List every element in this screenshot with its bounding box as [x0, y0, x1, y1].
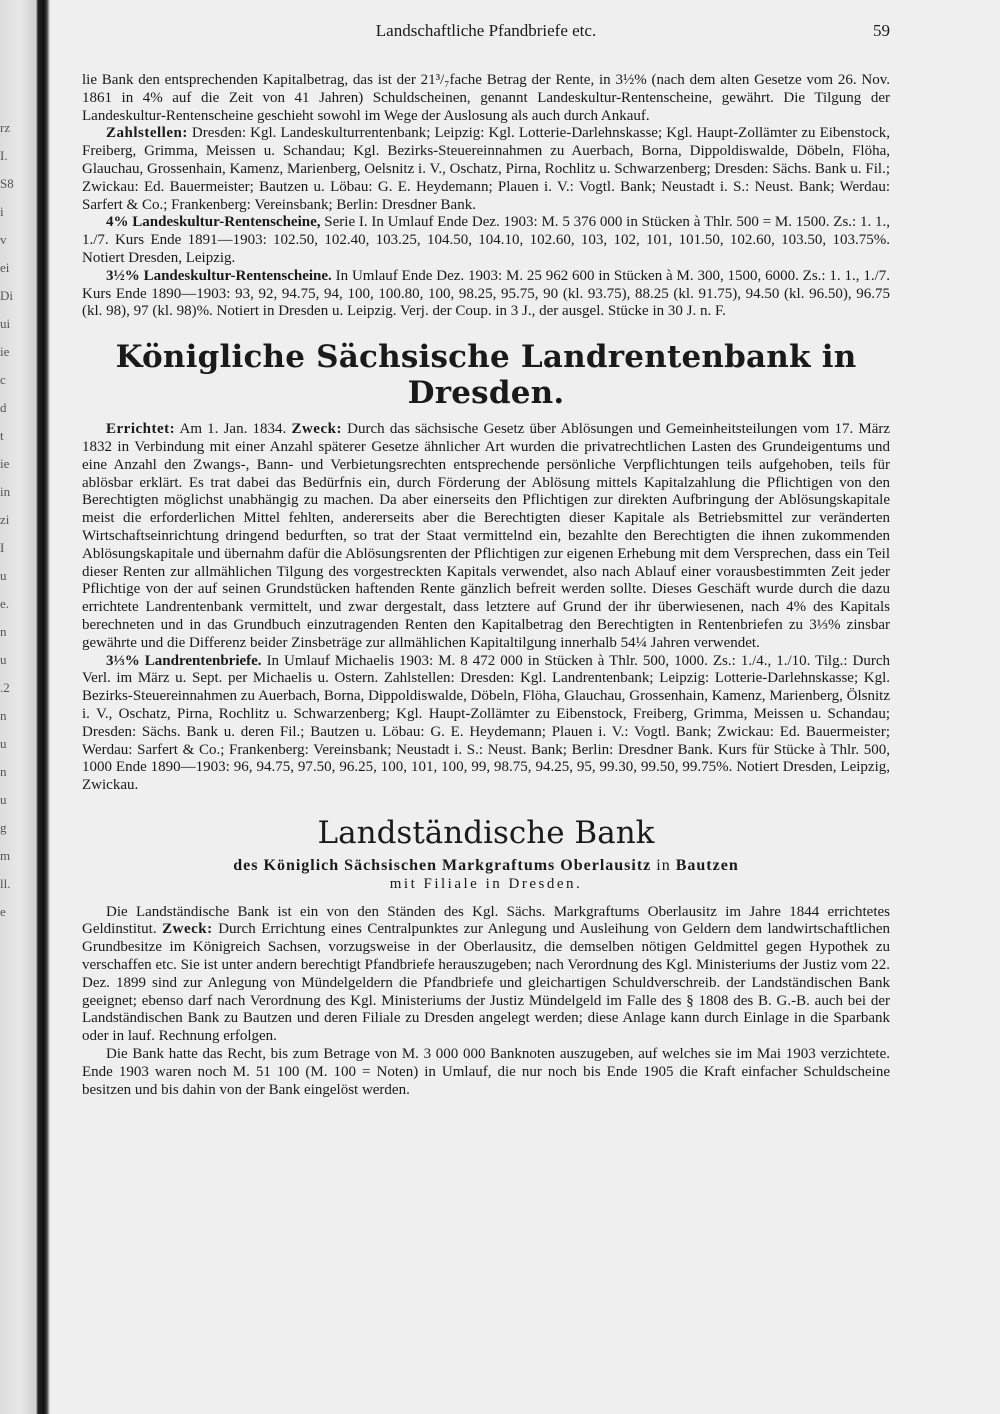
text-landstaendische-intro: Die Landständische Bank ist ein von den Ständen des Kgl. Sächs. Markgraftums Oberlausitz im Jahre 1844 errichtetes Geldinstitut. — [82, 903, 890, 938]
spine-fragment: t — [0, 428, 4, 443]
spine-fragment: v — [0, 232, 7, 247]
spine-fragment: d — [0, 400, 7, 415]
label-landstaendische-zweck: Zweck: — [162, 921, 213, 938]
spine-fragment: g — [0, 820, 7, 835]
header-title: Landschaftliche Pfandbriefe etc. — [375, 21, 597, 40]
heading-landrentenbank: Königliche Sächsische Landrentenbank in Dresden. — [115, 339, 857, 412]
subheading-pre: des Königlich Sächsischen Markgraftums Oberlausitz — [233, 856, 652, 874]
label-errichtet: Errichtet: — [106, 421, 176, 438]
paragraph-banknoten: Die Bank hatte das Recht, bis zum Betrage von M. 3 000 000 Banknoten auszugeben, auf welches sie im Mai 1903 verzichtete. Ende 1903 waren noch M. 51 100 (M. 100 = Noten) in Umlauf, die nur noch bis Ende 1905 die Kraft einfacher Schuldscheine besitzen und bis dahin von der Bank eingelöst werden. — [82, 1046, 890, 1098]
spine-fragment: ei — [0, 260, 10, 275]
paragraph-zahlstellen — [82, 125, 890, 214]
spine-fragment: Di — [0, 288, 13, 303]
paragraph-landrentenbriefe — [82, 653, 890, 795]
text-errichtet: Am 1. Jan. 1834. — [179, 421, 287, 438]
spine-fragment: I — [0, 540, 5, 555]
label-4pct-rentenscheine: 4% Landeskultur-Rentenscheine, — [106, 214, 321, 231]
spine-fragment: e. — [0, 596, 10, 611]
paragraph-4pct-rentenscheine — [82, 214, 890, 267]
spine-fragment: u — [0, 568, 7, 583]
paragraph-landstaendische-zweck — [82, 904, 890, 1046]
spine-fragment: n — [0, 708, 7, 723]
heading-landstaendische-bank: Landständische Bank — [317, 814, 655, 851]
spine-fragment: u — [0, 792, 7, 807]
text-35pct-rentenscheine: In Umlauf Ende Dez. 1903: M. 25 962 600 in Stücken à M. 300, 1500, 6000. Zs.: 1. 1., 1./7. Kurs Ende 1890—1903: 93, 92, 94.75, 94, 100, 100.80, 100, 98.25, 95.75, 90 (kl. 93.75), 88.25 (kl. 91.75), 94.50 (kl. 96.50), 96.75 (kl. 98), 97 (kl. 98)%. Notiert in Dresden u. Leipzig. Verj. der Coup. in 3 J., der ausgel. Stücke in 30 J. n. F. — [82, 267, 891, 320]
spine-fragment: rz — [0, 120, 11, 135]
label-zahlstellen: Zahlstellen: — [106, 125, 188, 142]
spine-fragment: n — [0, 624, 7, 639]
paragraph-landrentenbank-zweck — [82, 421, 890, 652]
spine-fragment: n — [0, 764, 7, 779]
subheading-bautzen: Bautzen — [675, 856, 739, 874]
spine-fragment: .2 — [0, 680, 10, 695]
label-landrentenbriefe: 3⅓% Landrentenbriefe. — [106, 652, 262, 669]
spine-fragment: ll. — [0, 876, 11, 891]
spine-fragment: i — [0, 204, 4, 219]
label-zweck: Zweck: — [291, 421, 342, 438]
text-landrentenbriefe: In Umlauf Michaelis 1903: M. 8 472 000 in Stücken à Thlr. 500, 1000. Zs.: 1./4., 1./10. Tilg.: Durch Verl. im März u. Sept. per Michaelis u. Ostern. Zahlstellen: Dresden: Kgl. Landrentenbank; Leipzig: Lotterie-Darlehnskasse; Kgl. Bezirks-Steuereinnahmen zu Auerbach, Borna, Dippoldiswalde, Döbeln, Flöha, Glauchau, Grossenhain, Kamenz, Marienberg, Ölsnitz i. V., Oschatz, Pirna, Rochlitz u. Schwarzenberg; Kgl. Haupt-Zollämter zu Eibenstock, Freiberg, Grimma, Meissen u. Schandau; Dresden: Sächs. Bank u. deren Fil.; Bautzen u. Löbau: G. E. Heydemann; Plauen i. V.: Vogtl. Bank; Zwickau: Ed. Bauermeister; Werdau: Sarfert & Co.; Frankenberg: Vereinsbank; Neustadt i. S.: Neust. Bank; Berlin: Dresdner Bank. Kurs für Stücke à Thlr. 500, 1000 Ende 1890—1903: 96, 94.75, 97.50, 96.25, 100, 101, 100, 99, 98.75, 94.25, 95, 99.30, 99.50, 99.75%. Notiert Dresden, Leipzig, Zwickau. — [82, 652, 891, 794]
subheading-in: in — [656, 856, 671, 874]
text-landstaendische-zweck: Durch Errichtung eines Centralpunktes zur Anlegung und Ausleihung von Geldern dem landwirtschaftlichen Grundbesitze im Königreich Sachsen, vorzugsweise in der Oberlausitz, die demselben nötigen Geldmittel gegen Hypothek zu verschaffen etc. Sie ist unter andern berechtigt Pfandbriefe herauszugeben; nach Verordnung des Kgl. Ministeriums der Justiz vom 22. Dez. 1899 sind zur Anlegung von Mündelgeldern die Pfandbriefe und gleichartigen Schuldverschreib. der Landständischen Bank geeignet; ebenso darf nach Verordnung des Kgl. Ministeriums der Justiz Mündelgeld im Falle des § 1808 des B. G.-B. auch bei der Landständischen Bank zu Bautzen und deren Filiale zu Dresden angelegt werden; diese Anlage kann durch Einlage in die Sparbank oder in lauf. Rechnung erfolgen. — [82, 921, 891, 1045]
spine-fragment: ui — [0, 316, 11, 331]
text-zweck: Durch das sächsische Gesetz über Ablösungen und Gemeinheitsteilungen vom 17. März 1832 in Verbindung mit einer Anzahl späterer Gesetze ähnlicher Art wurden die privatrechtlichen Lasten des Grundeigentums und eine Anzahl den Zwangs-, Bann- und Verbietungsrechten entsprechende persönliche Verpflichtungen teils aufgehoben, teils für ablösbar erklärt. Es trat dabei das Bedürfnis ein, durch Förderung der Ablösung mittels Kapitalzahlung die Pflichtigen von den Berechtigten möglichst unabhängig zu machen. Da aber einerseits den Pflichtigen zur direkten Aufbringung der Ablösungskapitale meist die erforderlichen Mittel fehlten, andererseits aber die Berechtigten dieser Kapitale als Betriebsmittel zur veränderten Wirtschaftseinrichtung dringend bedurften, so trat der Staat vermittelnd ein, bezahlte den Berechtigten die ihnen zukommenden Ablösungskapitale und übernahm dafür die Ablösungsrenten der Pflichtigen zur eigenen Erhebung mit dem Versprechen, dass ein Teil dieser Renten zur allmählichen Tilgung des vorgestreckten Kapitals verwendet, also nach Ablauf einer vorausbestimmten Zeit jeder Pflichtige von der auf seinen Grundstücken haftenden Rente gänzlich befreit werden sollte. Dieses Geschäft wurde durch die dazu errichtete Landrentenbank vermittelt, und zwar dergestalt, dass letztere auf Grund der ihr überwiesenen, nach 4% des Kapitals berechneten und in das Grundbuch einzutragenden Renten den Kapitalbetrag den Berechtigten in Rentenbriefen zu 3⅓% zinsbar gewährte und die Differenz beider Zinsbeträge zur allmählichen Kapitaltilgung innerhalb 54¼ Jahren verwendet. — [82, 421, 891, 651]
subheading-filiale: mit Filiale in Dresden. — [389, 875, 583, 892]
paragraph-35pct-rentenscheine — [82, 268, 890, 321]
text-4pct-rentenscheine: Serie I. In Umlauf Ende Dez. 1903: M. 5 376 000 in Stücken à Thlr. 500 = M. 1500. Zs.: 1. 1., 1./7. Kurs Ende 1891—1903: 102.50, 102.40, 103.25, 104.50, 104.10, 102.60, 103, 102, 101, 101.50, 102.60, 103.50, 103.75%. Notiert Dresden, Leipzig. — [82, 214, 891, 266]
document-page — [82, 22, 890, 1099]
spine-fragment: ie — [0, 456, 10, 471]
paragraph-rentenscheine-intro: lie Bank den entsprechenden Kapitalbetrag, das ist der 21³/₇fache Betrag der Rente, in 3½% (nach dem alten Gesetze vom 26. Nov. 1861 in 4% auf die Zeit von 41 Jahren) Schuldscheinen, genannt Landeskultur-Rentenscheine, gewährt. Die Tilgung der Landeskultur-Rentenscheine geschieht sowohl im Wege der Auslosung als auch durch Ankauf. — [82, 72, 890, 124]
page-number: 59 — [873, 21, 890, 40]
subheading-markgraftum — [82, 855, 890, 876]
spine-fragment: u — [0, 736, 7, 751]
label-35pct-rentenscheine: 3½% Landeskultur-Rentenscheine. — [106, 267, 332, 284]
spine-fragment: e — [0, 904, 6, 919]
spine-fragment: u — [0, 652, 7, 667]
running-header — [82, 22, 890, 46]
spine-fragment: c — [0, 372, 6, 387]
text-zahlstellen: Dresden: Kgl. Landeskulturrentenbank; Leipzig: Kgl. Lotterie-Darlehnskasse; Kgl. Haupt-Zollämter zu Eibenstock, Freiberg, Grimma, Meissen u. Schandau; Kgl. Bezirks-Steuereinnahmen zu Auerbach, Borna, Dippoldiswalde, Döbeln, Flöha, Glauchau, Grossenhain, Kamenz, Marienberg, Oelsnitz i. V., Oschatz, Pirna, Rochlitz u. Schwarzenberg; Dresden: Sächs. Bank u. Fil.; Zwickau: Ed. Bauermeister; Bautzen u. Löbau: G. E. Heydemann; Plauen i. V.: Vogtl. Bank; Neustadt i. S.: Neust. Bank; Werdau: Sarfert & Co.; Frankenberg: Vereinsbank; Berlin: Dresdner Bank. — [82, 125, 890, 213]
spine-fragment: S8 — [0, 176, 14, 191]
spine-fragment: m — [0, 848, 11, 863]
spine-fragment: zi — [0, 512, 10, 527]
spine-fragment: in — [0, 484, 11, 499]
spine-fragment: ie — [0, 344, 10, 359]
spine-fragment: I. — [0, 148, 8, 163]
